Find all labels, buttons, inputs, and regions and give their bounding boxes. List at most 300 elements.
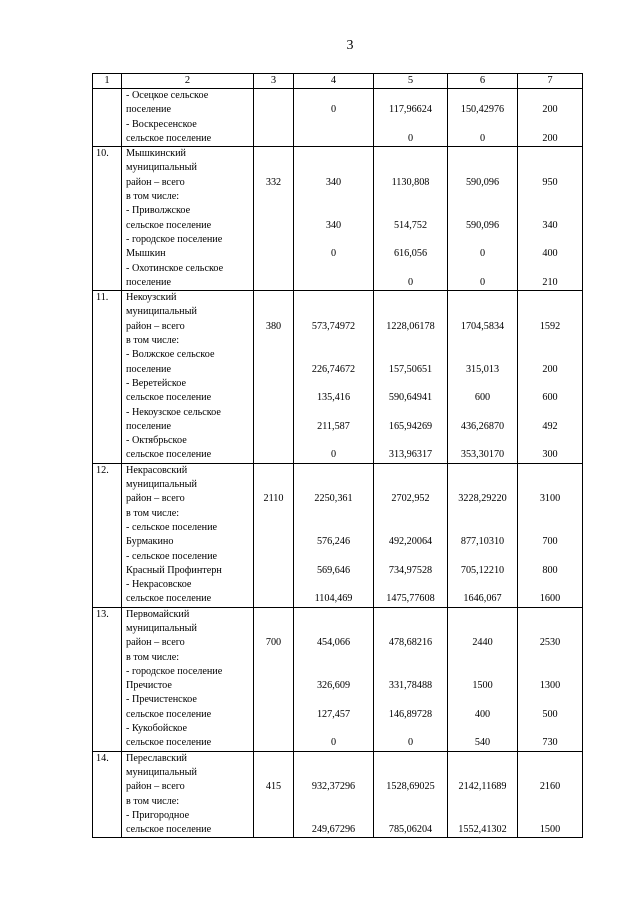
value-col-3 xyxy=(254,751,294,838)
table-row xyxy=(93,89,583,147)
cell-line xyxy=(294,651,373,665)
municipality-name xyxy=(122,751,254,838)
cell-line xyxy=(448,608,517,622)
cell-line xyxy=(294,766,373,780)
cell-line xyxy=(448,722,517,736)
cell-line xyxy=(374,521,447,535)
cell-line xyxy=(374,348,447,362)
cell-line: 2160 xyxy=(539,781,561,793)
cell-line xyxy=(254,377,293,391)
cell-line xyxy=(254,132,293,146)
cell-line xyxy=(374,550,447,564)
cell-line xyxy=(254,564,293,578)
row-number-text: 14. xyxy=(96,752,109,764)
cell-line: Мышкинский xyxy=(126,148,186,160)
cell-line: 315,013 xyxy=(465,363,500,375)
cell-line xyxy=(374,464,447,478)
cell-line xyxy=(374,722,447,736)
cell-line: 340 xyxy=(325,219,342,231)
header-cell: 2 xyxy=(122,74,254,89)
cell-line xyxy=(518,550,582,564)
cell-line: 2440 xyxy=(472,637,493,649)
cell-line xyxy=(254,795,293,809)
municipality-name xyxy=(122,291,254,464)
cell-line xyxy=(518,406,582,420)
cell-line: 146,89728 xyxy=(388,708,433,720)
cell-line: 454,066 xyxy=(316,637,351,649)
cell-line: 734,97528 xyxy=(388,564,433,576)
cell-line: 211,587 xyxy=(317,420,350,432)
cell-line: в том числе: xyxy=(126,651,180,663)
cell-line xyxy=(254,363,293,377)
row-number-text: 11. xyxy=(96,292,109,304)
cell-line: 1528,69025 xyxy=(386,781,435,793)
cell-line xyxy=(374,118,447,132)
cell-line xyxy=(294,377,373,391)
table-row xyxy=(93,751,583,838)
cell-line xyxy=(294,147,373,161)
cell-line xyxy=(374,507,447,521)
cell-line xyxy=(374,665,447,679)
cell-line xyxy=(254,305,293,319)
cell-line: 1130,808 xyxy=(391,176,430,188)
cell-line xyxy=(254,665,293,679)
cell-line xyxy=(294,434,373,448)
cell-line: 200 xyxy=(542,104,558,116)
cell-line xyxy=(294,693,373,707)
cell-line: сельское поселение xyxy=(126,132,212,144)
cell-line: 700 xyxy=(265,637,282,649)
cell-line xyxy=(254,147,293,161)
cell-line xyxy=(254,247,293,261)
cell-line xyxy=(518,507,582,521)
value-col-6 xyxy=(448,463,518,607)
cell-line xyxy=(294,118,373,132)
cell-line: Мышкин xyxy=(126,248,166,260)
cell-line xyxy=(254,507,293,521)
row-number xyxy=(93,463,122,607)
cell-line: 210 xyxy=(542,276,558,288)
cell-line: поселение xyxy=(126,276,171,288)
cell-line xyxy=(254,219,293,233)
cell-line xyxy=(448,578,517,592)
cell-line xyxy=(294,521,373,535)
cell-line: 1228,06178 xyxy=(386,320,435,332)
cell-line: 1592 xyxy=(539,320,561,332)
cell-line: 380 xyxy=(265,320,282,332)
cell-line xyxy=(374,752,447,766)
value-col-5 xyxy=(374,147,448,291)
cell-line: Пречистое xyxy=(126,680,172,692)
cell-line xyxy=(294,291,373,305)
row-number-text: 12. xyxy=(96,464,109,476)
cell-line: - Пригородное xyxy=(126,809,190,821)
cell-line: сельское поселение xyxy=(126,708,212,720)
cell-line: 0 xyxy=(330,248,337,260)
cell-line xyxy=(254,578,293,592)
cell-line: район – всего xyxy=(126,493,185,505)
cell-line xyxy=(254,406,293,420)
cell-line: 0 xyxy=(479,276,486,288)
cell-line: - городское поселение xyxy=(126,233,223,245)
value-col-3 xyxy=(254,147,294,291)
cell-line: район – всего xyxy=(126,320,185,332)
cell-line xyxy=(254,204,293,218)
cell-line: 1500 xyxy=(472,680,493,692)
cell-line xyxy=(254,291,293,305)
row-number xyxy=(93,89,122,147)
cell-line xyxy=(448,809,517,823)
cell-line xyxy=(518,348,582,362)
cell-line: 340 xyxy=(325,176,342,188)
row-number xyxy=(93,291,122,464)
cell-line xyxy=(518,464,582,478)
cell-line: район – всего xyxy=(126,781,185,793)
cell-line: - Некоузское сельское xyxy=(126,406,221,418)
cell-line: 157,50651 xyxy=(388,363,433,375)
cell-line xyxy=(294,190,373,204)
value-col-3 xyxy=(254,607,294,751)
cell-line xyxy=(254,391,293,405)
page-number: 3 xyxy=(346,38,354,53)
cell-line xyxy=(254,722,293,736)
cell-line xyxy=(448,651,517,665)
cell-line xyxy=(518,118,582,132)
cell-line xyxy=(254,233,293,247)
cell-line xyxy=(374,766,447,780)
cell-line xyxy=(518,795,582,809)
cell-line xyxy=(374,406,447,420)
cell-line xyxy=(374,608,447,622)
value-col-4 xyxy=(294,291,374,464)
table-row xyxy=(93,291,583,464)
cell-line xyxy=(374,578,447,592)
cell-line xyxy=(518,89,582,103)
cell-line: 1500 xyxy=(539,824,561,836)
cell-line: район – всего xyxy=(126,176,185,188)
cell-line: в том числе: xyxy=(126,795,180,807)
value-col-7 xyxy=(518,751,583,838)
cell-line: сельское поселение xyxy=(126,392,212,404)
cell-line xyxy=(448,521,517,535)
cell-line xyxy=(374,305,447,319)
cell-line xyxy=(254,550,293,564)
cell-line xyxy=(518,262,582,276)
cell-line xyxy=(448,478,517,492)
cell-line xyxy=(374,334,447,348)
cell-line: 326,609 xyxy=(316,680,351,692)
cell-line xyxy=(294,334,373,348)
value-col-6 xyxy=(448,89,518,147)
cell-line xyxy=(254,708,293,722)
cell-line xyxy=(448,334,517,348)
cell-line xyxy=(448,550,517,564)
cell-line xyxy=(294,204,373,218)
cell-line xyxy=(294,305,373,319)
cell-line xyxy=(374,478,447,492)
table-row xyxy=(93,463,583,607)
cell-line: 590,096 xyxy=(465,219,500,231)
cell-line: 569,646 xyxy=(316,564,351,576)
cell-line xyxy=(448,305,517,319)
row-number xyxy=(93,147,122,291)
cell-line xyxy=(254,478,293,492)
cell-line: 340 xyxy=(542,219,558,231)
cell-line: поселение xyxy=(126,104,171,116)
cell-line: - Октябрьское xyxy=(126,435,187,447)
cell-line xyxy=(448,291,517,305)
cell-line: 573,74972 xyxy=(311,320,356,332)
cell-line: 1475,77608 xyxy=(386,593,435,605)
municipality-name xyxy=(122,607,254,751)
cell-line: муниципальный xyxy=(126,162,197,174)
municipality-name xyxy=(122,463,254,607)
cell-line xyxy=(518,722,582,736)
cell-line: 165,94269 xyxy=(388,420,433,432)
cell-line xyxy=(294,89,373,103)
cell-line: 3228,29220 xyxy=(458,493,507,505)
cell-line: 2530 xyxy=(539,637,561,649)
value-col-5 xyxy=(374,463,448,607)
value-col-5 xyxy=(374,751,448,838)
cell-line xyxy=(448,233,517,247)
cell-line: сельское поселение xyxy=(126,593,212,605)
cell-line xyxy=(254,118,293,132)
value-col-3 xyxy=(254,291,294,464)
cell-line xyxy=(518,665,582,679)
cell-line xyxy=(448,766,517,780)
cell-line xyxy=(254,190,293,204)
cell-line xyxy=(518,622,582,636)
value-col-4 xyxy=(294,147,374,291)
cell-line xyxy=(448,795,517,809)
cell-line: 785,06204 xyxy=(388,824,433,836)
cell-line: муниципальный xyxy=(126,479,197,491)
row-number xyxy=(93,607,122,751)
header-cell: 3 xyxy=(254,74,294,89)
cell-line: 540 xyxy=(474,737,491,749)
cell-line: 0 xyxy=(479,132,486,144)
cell-line: район – всего xyxy=(126,637,185,649)
cell-line xyxy=(254,766,293,780)
value-col-3 xyxy=(254,89,294,147)
cell-line xyxy=(518,434,582,448)
cell-line xyxy=(294,578,373,592)
cell-line: - Осецкое сельское xyxy=(126,90,209,101)
cell-line: - сельское поселение xyxy=(126,521,218,533)
cell-line: 576,246 xyxy=(316,536,351,548)
cell-line: 0 xyxy=(407,276,414,288)
row-number-text: 10. xyxy=(96,148,109,160)
cell-line: 514,752 xyxy=(393,219,428,231)
cell-line: 590,096 xyxy=(465,176,500,188)
cell-line: сельское поселение xyxy=(126,219,212,231)
cell-line: 400 xyxy=(474,708,491,720)
cell-line: 1104,469 xyxy=(314,593,353,605)
cell-line xyxy=(294,464,373,478)
cell-line xyxy=(518,305,582,319)
value-col-5 xyxy=(374,607,448,751)
cell-line xyxy=(518,233,582,247)
cell-line xyxy=(374,89,447,103)
row-number-text xyxy=(96,89,121,103)
cell-line: муниципальный xyxy=(126,306,197,318)
cell-line xyxy=(448,89,517,103)
header-cell: 1 xyxy=(93,74,122,89)
cell-line xyxy=(254,420,293,434)
cell-line: 478,68216 xyxy=(388,637,433,649)
cell-line xyxy=(254,679,293,693)
cell-line xyxy=(374,190,447,204)
cell-line: 1300 xyxy=(539,680,561,692)
cell-line: 200 xyxy=(542,132,558,144)
header-row xyxy=(93,74,583,89)
cell-line: 2250,361 xyxy=(314,493,353,505)
cell-line xyxy=(448,464,517,478)
cell-line xyxy=(374,147,447,161)
cell-line xyxy=(254,434,293,448)
cell-line: 705,12210 xyxy=(460,564,505,576)
cell-line: 226,74672 xyxy=(311,363,356,375)
cell-line xyxy=(294,276,373,290)
cell-line: Красный Профинтерн xyxy=(126,564,222,576)
cell-line: 0 xyxy=(330,737,337,749)
cell-line xyxy=(518,766,582,780)
cell-line: 400 xyxy=(542,248,558,260)
cell-line: 200 xyxy=(542,363,558,375)
row-number xyxy=(93,751,122,838)
cell-line xyxy=(254,161,293,175)
value-col-7 xyxy=(518,463,583,607)
cell-line: 436,26870 xyxy=(460,420,505,432)
cell-line xyxy=(518,578,582,592)
cell-line: 3100 xyxy=(539,493,561,505)
value-col-7 xyxy=(518,291,583,464)
cell-line: 249,67296 xyxy=(311,824,356,836)
cell-line: в том числе: xyxy=(126,335,180,347)
cell-line xyxy=(254,448,293,462)
cell-line: 150,42976 xyxy=(460,104,505,116)
value-col-6 xyxy=(448,291,518,464)
cell-line xyxy=(254,464,293,478)
cell-line xyxy=(518,204,582,218)
row-number-text: 13. xyxy=(96,608,109,620)
cell-line: сельское поселение xyxy=(126,737,212,749)
cell-line xyxy=(374,204,447,218)
cell-line xyxy=(294,550,373,564)
cell-line xyxy=(374,622,447,636)
cell-line xyxy=(448,161,517,175)
cell-line: 0 xyxy=(407,737,414,749)
cell-line xyxy=(448,622,517,636)
cell-line: 353,30170 xyxy=(460,449,505,461)
cell-line xyxy=(294,132,373,146)
cell-line xyxy=(518,809,582,823)
cell-line xyxy=(374,795,447,809)
cell-line: Первомайский xyxy=(126,608,190,620)
cell-line xyxy=(518,334,582,348)
cell-line xyxy=(294,665,373,679)
cell-line xyxy=(254,535,293,549)
cell-line xyxy=(254,592,293,606)
cell-line xyxy=(254,736,293,750)
cell-line: - Пречистенское xyxy=(126,694,197,706)
cell-line xyxy=(374,693,447,707)
cell-line xyxy=(518,190,582,204)
cell-line: 300 xyxy=(542,449,558,461)
cell-line xyxy=(254,89,293,103)
cell-line xyxy=(448,434,517,448)
value-col-4 xyxy=(294,607,374,751)
cell-line: - Волжское сельское xyxy=(126,349,215,361)
cell-line xyxy=(374,434,447,448)
value-col-6 xyxy=(448,751,518,838)
value-col-5 xyxy=(374,89,448,147)
cell-line: 1552,41302 xyxy=(458,824,507,836)
value-col-4 xyxy=(294,463,374,607)
cell-line xyxy=(448,204,517,218)
cell-line: 415 xyxy=(265,781,282,793)
cell-line: 313,96317 xyxy=(388,449,433,461)
cell-line: Переславский xyxy=(126,752,188,764)
cell-line xyxy=(254,348,293,362)
cell-line xyxy=(294,233,373,247)
cell-line xyxy=(254,276,293,290)
value-col-4 xyxy=(294,89,374,147)
cell-line xyxy=(518,147,582,161)
cell-line xyxy=(254,809,293,823)
header-cell: 6 xyxy=(448,74,518,89)
header-cell: 7 xyxy=(518,74,583,89)
cell-line xyxy=(448,693,517,707)
budget-table xyxy=(92,73,583,838)
cell-line xyxy=(254,823,293,837)
cell-line: 135,416 xyxy=(316,392,351,404)
cell-line: 700 xyxy=(542,536,558,548)
cell-line: 932,37296 xyxy=(311,781,356,793)
cell-line xyxy=(294,608,373,622)
cell-line xyxy=(518,478,582,492)
value-col-6 xyxy=(448,147,518,291)
cell-line xyxy=(448,406,517,420)
cell-line: Некоузский xyxy=(126,292,177,304)
header-cell: 4 xyxy=(294,74,374,89)
cell-line xyxy=(374,161,447,175)
cell-line: 0 xyxy=(330,104,337,116)
cell-line xyxy=(448,147,517,161)
cell-line xyxy=(254,651,293,665)
cell-line xyxy=(294,809,373,823)
cell-line xyxy=(448,752,517,766)
cell-line xyxy=(518,161,582,175)
cell-line xyxy=(294,752,373,766)
cell-line: муниципальный xyxy=(126,766,197,778)
municipality-name xyxy=(122,147,254,291)
cell-line: 600 xyxy=(542,392,558,404)
cell-line: - сельское поселение xyxy=(126,550,218,562)
cell-line: - Кукобойское xyxy=(126,723,188,735)
cell-line: сельское поселение xyxy=(126,824,212,836)
cell-line xyxy=(374,377,447,391)
cell-line xyxy=(294,262,373,276)
cell-line xyxy=(254,262,293,276)
cell-line xyxy=(254,521,293,535)
cell-line: 1600 xyxy=(539,593,561,605)
cell-line: - Охотинское сельское xyxy=(126,262,224,274)
municipality-name xyxy=(122,89,254,147)
cell-line: 332 xyxy=(265,176,282,188)
cell-line: 2142,11689 xyxy=(458,781,507,793)
